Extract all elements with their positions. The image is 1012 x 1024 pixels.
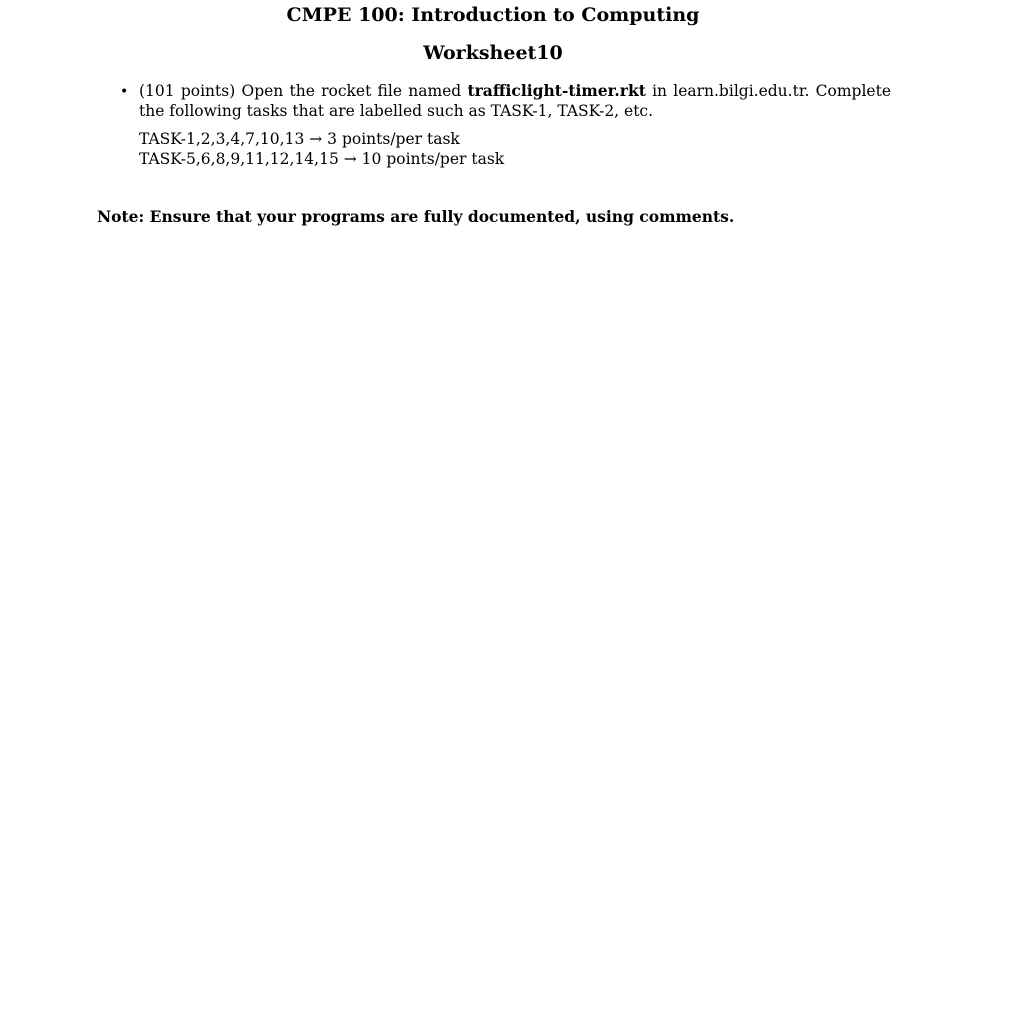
points-per-task: 3 points/per task bbox=[327, 130, 460, 148]
scoring-line bbox=[139, 149, 504, 169]
arrow-icon: → bbox=[304, 130, 328, 148]
course-title: CMPE 100: Introduction to Computing bbox=[286, 4, 700, 26]
worksheet-title: Worksheet10 bbox=[423, 42, 563, 64]
filename: trafficlight-timer.rkt bbox=[467, 81, 646, 100]
bullet-marker: • bbox=[120, 84, 129, 100]
arrow-icon: → bbox=[338, 150, 362, 168]
task-list: TASK-5,6,8,9,11,12,14,15 bbox=[139, 150, 339, 168]
points-per-task: 10 points/per task bbox=[361, 150, 505, 168]
task-text-end: in learn.bilgi.edu.tr. Complete the following tasks that are labelled such as TASK-1, TASK-2, etc. bbox=[139, 82, 892, 120]
scoring-line bbox=[139, 129, 460, 149]
points-label: (101 points) bbox=[139, 82, 236, 100]
documentation-note: Note: Ensure that your programs are fully documented, using comments. bbox=[97, 207, 735, 226]
task-paragraph bbox=[139, 81, 891, 121]
task-list: TASK-1,2,3,4,7,10,13 bbox=[139, 130, 305, 148]
task-text-start: Open the rocket file named bbox=[235, 82, 468, 100]
